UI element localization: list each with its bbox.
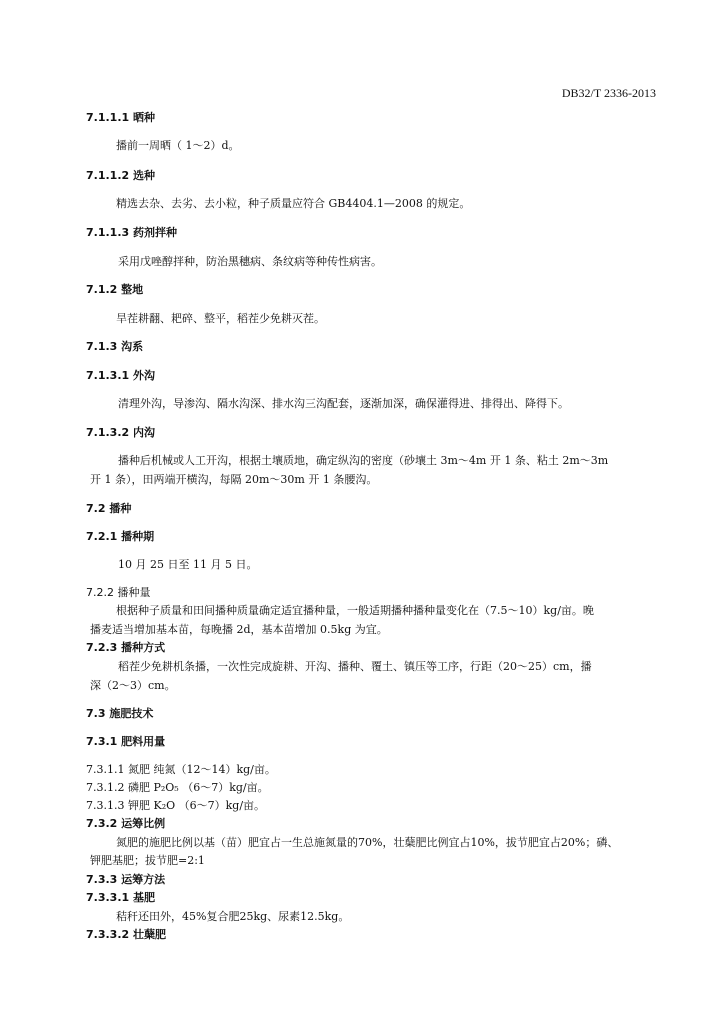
section-heading: 7.1.3.2 内沟 (86, 426, 155, 439)
paragraph-text: 精选去杂、去劣、去小粒，种子质量应符合 GB4404.1—2008 的规定。 (116, 197, 471, 210)
section-heading: 7.1.1.2 选种 (86, 169, 155, 182)
section-heading: 7.3.3 运筹方法 (86, 873, 166, 886)
paragraph-text: 采用戊唑醇拌种，防治黑穗病、条纹病等种传性病害。 (118, 255, 382, 268)
paragraph-text: 旱茬耕翻、耙碎、整平，稻茬少免耕灭茬。 (116, 312, 325, 325)
fertilizer-phosphorus-line: 7.3.1.2 磷肥 P₂O₅ （6～7）kg/亩。 (86, 781, 269, 794)
section-heading: 7.2.3 播种方式 (86, 641, 166, 654)
section-heading: 7.2 播种 (86, 502, 132, 515)
section-heading: 7.2.1 播种期 (86, 530, 155, 543)
paragraph-text: 氮肥的施肥比例以基（苗）肥宜占一生总施氮量的70%，壮蘖肥比例宜占10%，拔节肥宜占20%；磷、 (116, 836, 619, 849)
paragraph-text: 根据种子质量和田间播种质量确定适宜播种量，一般适期播种播种量变化在（7.5～10）kg/亩。晚 (116, 604, 594, 617)
fertilizer-potassium-line: 7.3.1.3 钾肥 K₂O （6～7）kg/亩。 (86, 799, 266, 812)
paragraph-continuation: 开 1 条），田两端开横沟，每隔 20m～30m 开 1 条腰沟。 (90, 473, 378, 486)
section-heading: 7.1.1.3 药剂拌种 (86, 226, 177, 239)
fertilizer-nitrogen-line: 7.3.1.1 氮肥 纯氮（12～14）kg/亩。 (86, 763, 276, 776)
paragraph-text: 秸秆还田外，45%复合肥25kg、尿素12.5kg。 (116, 910, 350, 923)
paragraph-continuation: 钾肥基肥；拔节肥=2:1 (90, 854, 205, 867)
section-heading: 7.3 施肥技术 (86, 707, 154, 720)
section-heading: 7.1.3 沟系 (86, 340, 144, 353)
paragraph-text: 稻茬少免耕机条播，一次性完成旋耕、开沟、播种、覆土、镇压等工序，行距（20～25）cm，播 (118, 660, 592, 673)
paragraph-text: 10 月 25 日至 11 月 5 日。 (118, 558, 258, 571)
section-heading: 7.3.1 肥料用量 (86, 735, 166, 748)
section-heading: 7.1.2 整地 (86, 283, 144, 296)
section-heading: 7.1.1.1 晒种 (86, 111, 155, 124)
paragraph-text: 清理外沟，导渗沟、隔水沟深、排水沟三沟配套，逐渐加深，确保灌得进、排得出、降得下。 (118, 397, 569, 410)
paragraph-continuation: 播麦适当增加基本苗，每晚播 2d，基本苗增加 0.5kg 为宜。 (90, 623, 388, 636)
paragraph-text: 播种后机械或人工开沟，根据土壤质地，确定纵沟的密度（砂壤土 3m～4m 开 1 条、粘土 2m～3m (118, 454, 609, 467)
section-heading: 7.2.2 播种量 (86, 586, 151, 599)
document-code: DB32/T 2336-2013 (561, 86, 656, 100)
section-heading: 7.3.2 运筹比例 (86, 817, 166, 830)
section-heading: 7.3.3.2 壮蘖肥 (86, 928, 166, 941)
section-heading: 7.1.3.1 外沟 (86, 369, 155, 382)
paragraph-continuation: 深（2～3）cm。 (90, 679, 176, 692)
paragraph-text: 播前一周晒（ 1～2）d。 (116, 139, 240, 152)
section-heading: 7.3.3.1 基肥 (86, 891, 155, 904)
